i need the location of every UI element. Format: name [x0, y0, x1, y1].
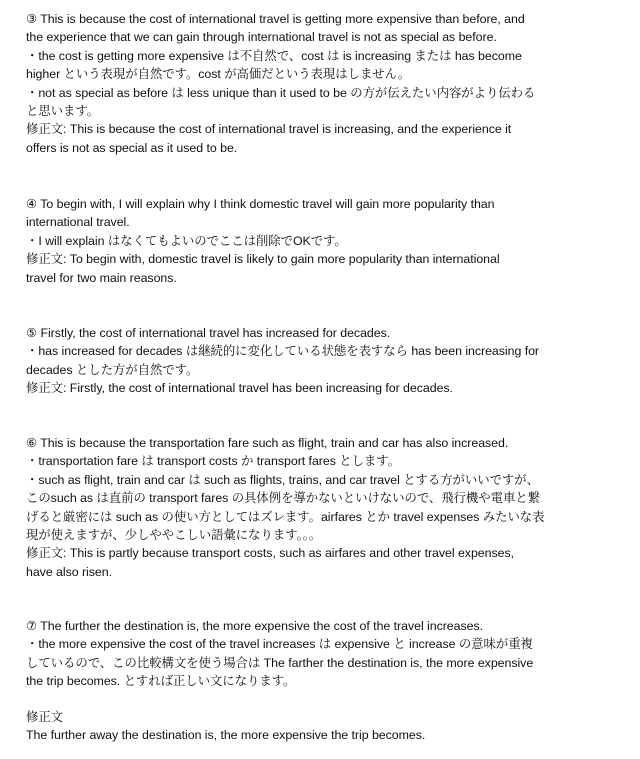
- correction-line: 修正文: To begin with, domestic travel is likely to gain more popularity than international: [26, 252, 500, 267]
- text-line: ・the cost is getting more expensive は不自然で、cost は is increasing または has become: [26, 48, 522, 63]
- section-7-correction: [26, 708, 425, 745]
- correction-line: 修正文: This is partly because transport costs, such as airfares and other travel expenses,: [26, 546, 515, 561]
- text-line: the experience that we can gain through international travel is not as special as before.: [26, 30, 497, 45]
- text-line: と思います。: [26, 104, 100, 119]
- correction-line: have also risen.: [26, 564, 112, 579]
- text-line: 現が使えますが、少しややこしい語彙になります。。。: [26, 528, 322, 543]
- text-line: ・the more expensive the cost of the travel increases は expensive と increase の意味が重複: [26, 637, 533, 652]
- section-5: [26, 324, 539, 398]
- section-3: [26, 10, 535, 157]
- text-line: げると厳密には such as の使い方としてはズレます。airfares とか travel expenses みたいな表: [26, 509, 545, 524]
- text-line: ・I will explain はなくてもよいのでここは削除でOKです。: [26, 233, 347, 248]
- correction-line: 修正文: This is because the cost of international travel is increasing, and the experience it: [26, 122, 512, 137]
- text-line: ・such as flight, train and car は such as flights, trains, and car travel とする方がいいですが、: [26, 472, 539, 487]
- text-line: ⑤ Firstly, the cost of international travel has increased for decades.: [26, 326, 391, 340]
- text-line: ⑥ This is because the transportation fare such as flight, train and car has also increased.: [26, 436, 509, 450]
- text-line: ・has increased for decades は継続的に変化している状態を表すなら has been increasing for: [26, 344, 540, 359]
- text-line: ・not as special as before は less unique than it used to be の方が伝えたい内容がより伝わる: [26, 85, 536, 100]
- text-line: ③ This is because the cost of international travel is getting more expensive than before, and: [26, 12, 525, 26]
- text-line: ・transportation fare は transport costs か transport fares とします。: [26, 454, 400, 469]
- text-line: the trip becomes. とすれば正しい文になります。: [26, 674, 296, 689]
- text-line: しているので、この比較構文を使う場合は The farther the destination is, the more expensive: [26, 655, 534, 670]
- section-7: [26, 617, 533, 691]
- text-line: ⑦ The further the destination is, the more expensive the cost of the travel increases.: [26, 619, 484, 633]
- text-line: international travel.: [26, 215, 130, 230]
- text-line: このsuch as は直前の transport fares の具体例を導かないといけないので、飛行機や電車と繋: [26, 491, 540, 506]
- correction-line: 修正文: Firstly, the cost of international travel has been increasing for decades.: [26, 381, 453, 396]
- section-4: [26, 195, 500, 287]
- correction-heading: 修正文: [26, 710, 64, 724]
- section-6: [26, 434, 544, 581]
- text-line: decades とした方が自然です。: [26, 362, 199, 377]
- text-line: higher という表現が自然です。cost が高価だという表現はしません。: [26, 67, 411, 82]
- text-line: ④ To begin with, I will explain why I think domestic travel will gain more popularity than: [26, 197, 495, 211]
- correction-line: The further away the destination is, the more expensive the trip becomes.: [26, 728, 426, 743]
- correction-line: offers is not as special as it used to be.: [26, 140, 238, 155]
- correction-line: travel for two main reasons.: [26, 270, 177, 285]
